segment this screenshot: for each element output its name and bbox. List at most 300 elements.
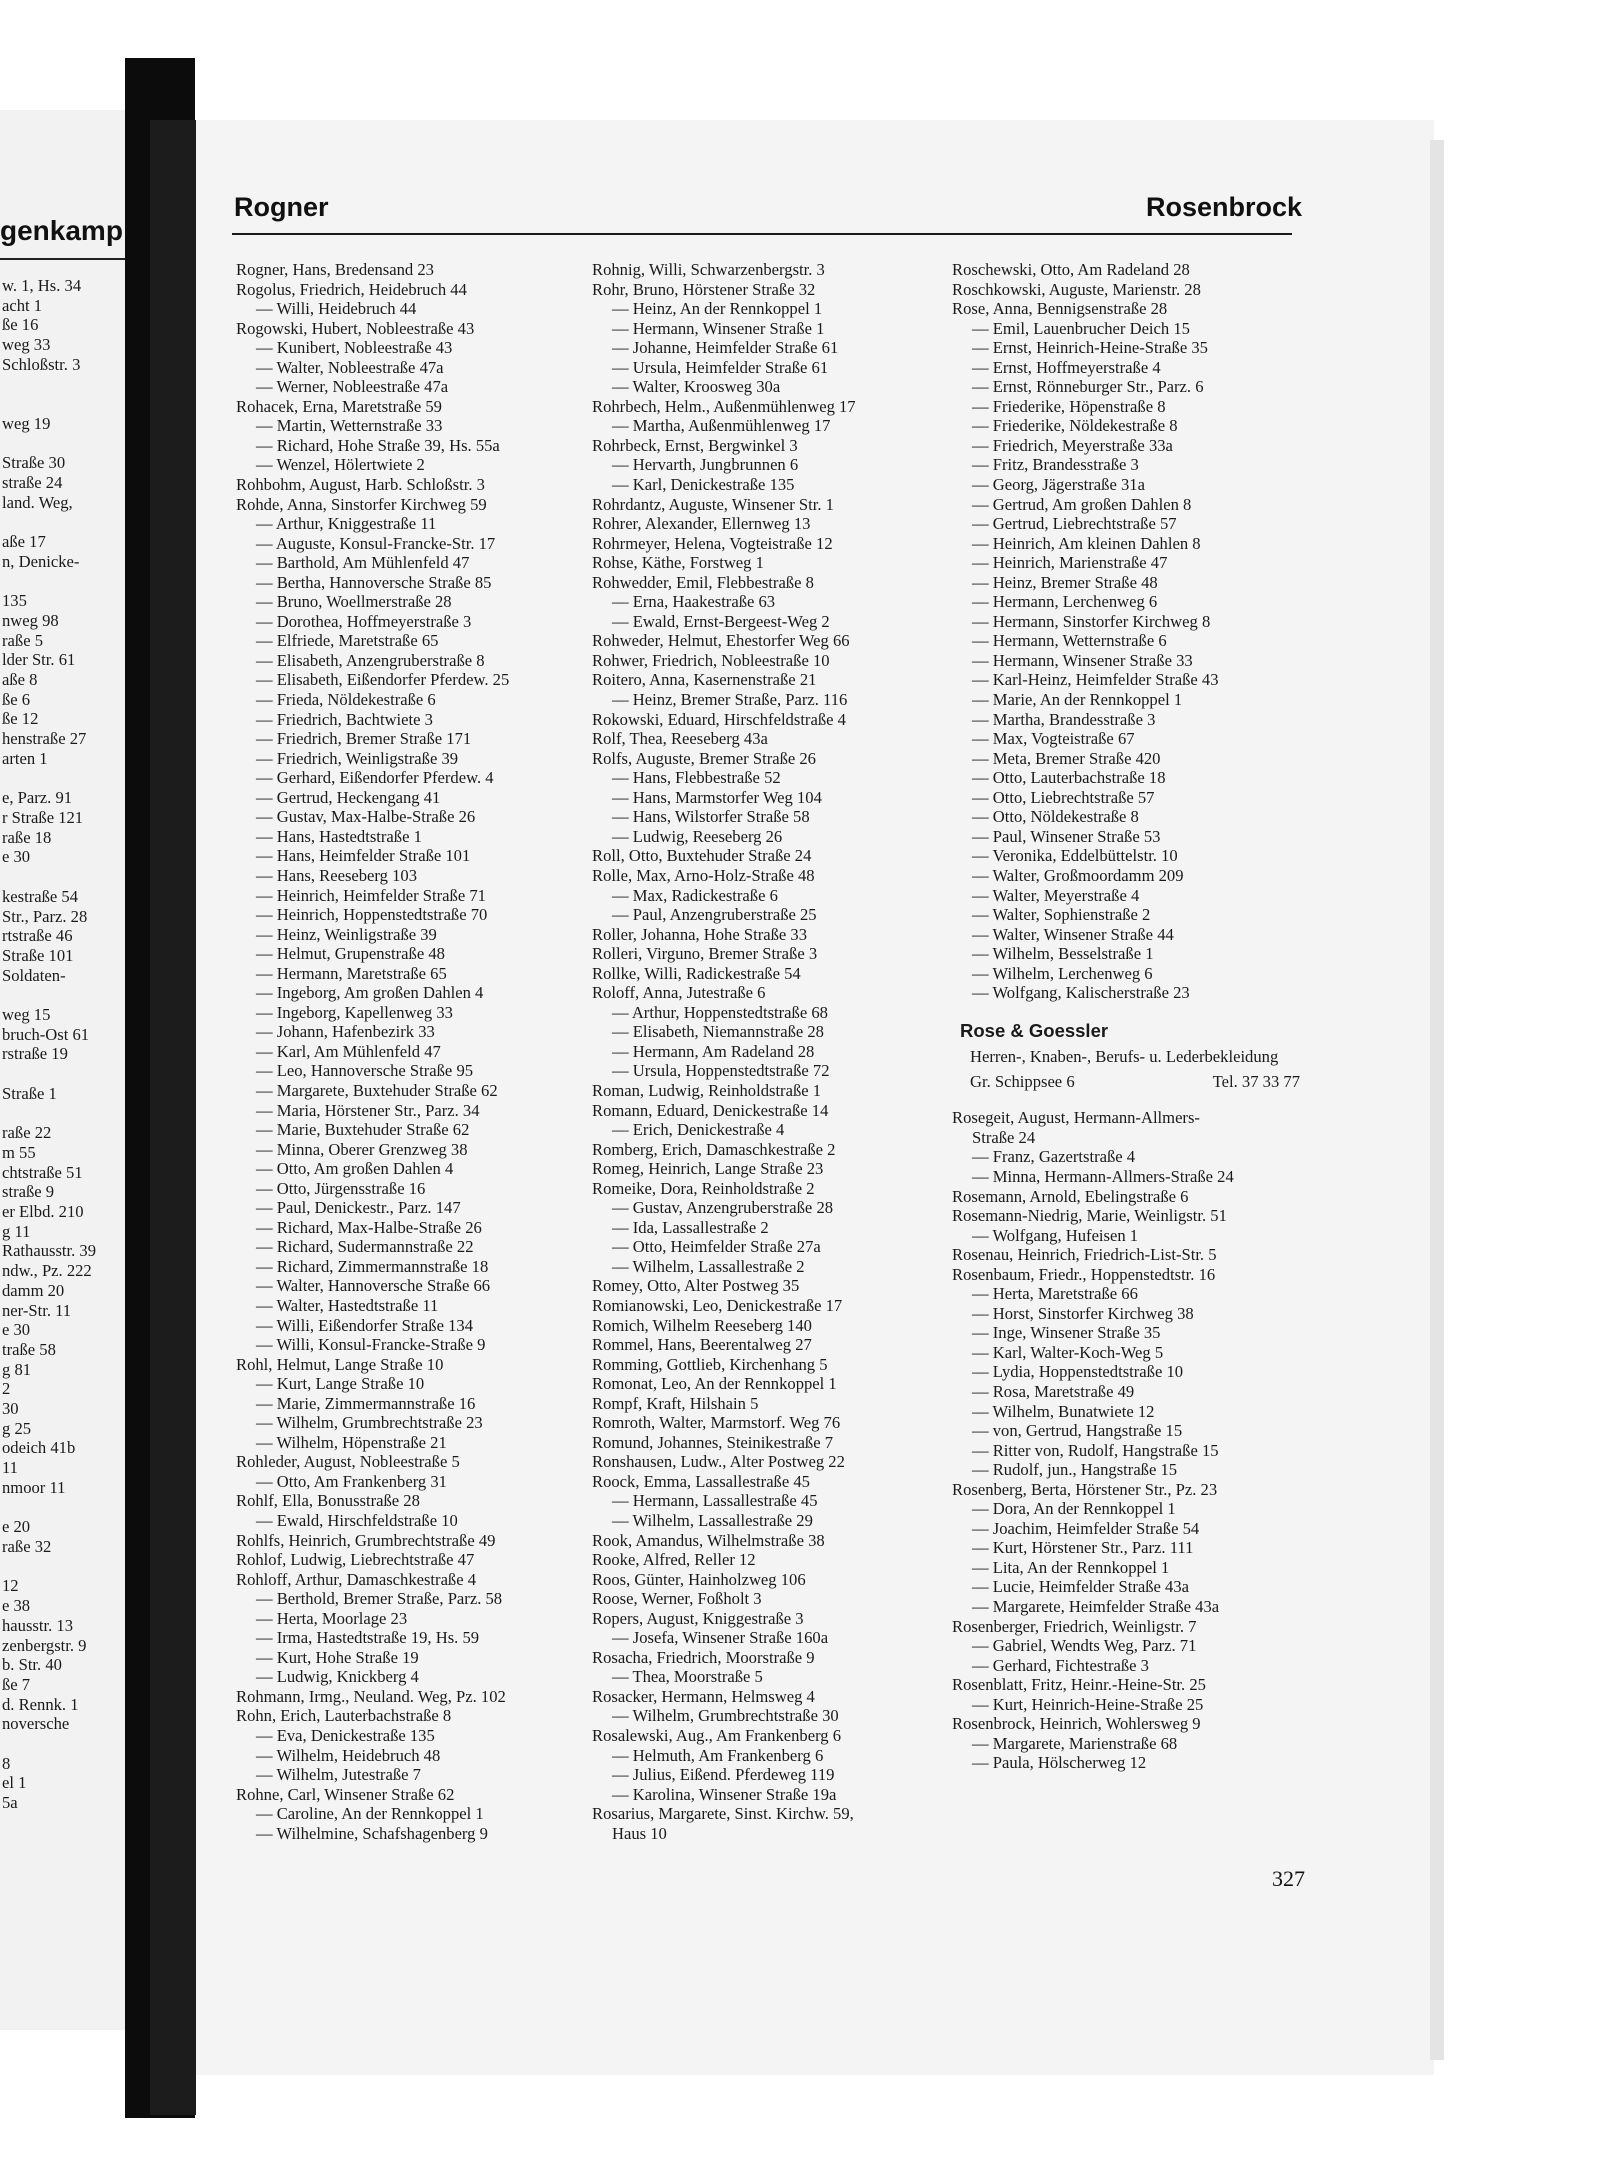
directory-subentry: — Arthur, Hoppenstedtstraße 68 xyxy=(612,1002,828,1022)
directory-entry: Rosenberger, Friedrich, Weinligstr. 7 xyxy=(952,1616,1197,1636)
directory-subentry: — Auguste, Konsul-Francke-Str. 17 xyxy=(256,533,496,553)
directory-entry: Rohse, Käthe, Forstweg 1 xyxy=(592,553,764,573)
firm-phone: Tel. 37 33 77 xyxy=(1212,1072,1300,1092)
directory-entry: Rosenblatt, Fritz, Heinr.-Heine-Str. 25 xyxy=(952,1675,1206,1695)
directory-entry: Rohn, Erich, Lauterbachstraße 8 xyxy=(236,1706,452,1726)
previous-page-line: kestraße 54 xyxy=(2,886,79,906)
previous-page-line: r Straße 121 xyxy=(2,807,84,827)
directory-subentry: — Kunibert, Nobleestraße 43 xyxy=(256,338,453,358)
directory-entry: Rogolus, Friedrich, Heidebruch 44 xyxy=(236,279,467,299)
previous-page-line: el 1 xyxy=(2,1773,27,1793)
directory-subentry: — Werner, Nobleestraße 47a xyxy=(256,377,449,397)
directory-subentry: — Max, Radickestraße 6 xyxy=(612,885,778,905)
directory-entry: Rohlfs, Heinrich, Grumbrechtstraße 49 xyxy=(236,1530,496,1550)
directory-entry: Rohl, Helmut, Lange Straße 10 xyxy=(236,1354,444,1374)
directory-subentry: — Hermann, Sinstorfer Kirchweg 8 xyxy=(972,611,1211,631)
directory-subentry: — Friederike, Höpenstraße 8 xyxy=(972,396,1166,416)
directory-entry: Rosenbaum, Friedr., Hoppenstedtstr. 16 xyxy=(952,1264,1216,1284)
directory-subentry: — Horst, Sinstorfer Kirchweg 38 xyxy=(972,1303,1194,1323)
directory-subentry: — Max, Vogteistraße 67 xyxy=(972,729,1135,749)
directory-entry: Rohacek, Erna, Maretstraße 59 xyxy=(236,396,442,416)
previous-page-line: 11 xyxy=(2,1458,18,1478)
directory-entry: Rohr, Bruno, Hörstener Straße 32 xyxy=(592,279,816,299)
directory-subentry: — Dora, An der Rennkoppel 1 xyxy=(972,1499,1176,1519)
directory-subentry: — Friedrich, Meyerstraße 33a xyxy=(972,435,1173,455)
previous-page-line: damm 20 xyxy=(2,1280,65,1300)
directory-subentry: — Erna, Haakestraße 63 xyxy=(612,592,776,612)
directory-subentry: — Caroline, An der Rennkoppel 1 xyxy=(256,1804,484,1824)
directory-subentry: — Thea, Moorstraße 5 xyxy=(612,1667,763,1687)
previous-page-line: noversche xyxy=(2,1714,70,1734)
firm-description: Herren-, Knaben-, Berufs- u. Lederbekleidung xyxy=(970,1047,1279,1067)
directory-subentry: — Bertha, Hannoversche Straße 85 xyxy=(256,572,492,592)
directory-entry: Ronshausen, Ludw., Alter Postweg 22 xyxy=(592,1452,845,1472)
directory-entry: Rosenbrock, Heinrich, Wohlersweg 9 xyxy=(952,1714,1201,1734)
directory-subentry: — Elisabeth, Eißendorfer Pferdew. 25 xyxy=(256,670,510,690)
directory-subentry: — Otto, Heimfelder Straße 27a xyxy=(612,1237,821,1257)
directory-entry: Rosenau, Heinrich, Friedrich-List-Str. 5 xyxy=(952,1245,1217,1265)
directory-entry: Romund, Johannes, Steinikestraße 7 xyxy=(592,1432,834,1452)
directory-subentry: — Kurt, Hohe Straße 19 xyxy=(256,1647,419,1667)
previous-page-line: ße 6 xyxy=(2,689,31,709)
firm-advertisement xyxy=(952,1021,1312,1095)
directory-subentry: — Gustav, Anzengruberstraße 28 xyxy=(612,1198,834,1218)
directory-subentry: — Heinz, Bremer Straße, Parz. 116 xyxy=(612,690,848,710)
previous-page-line: odeich 41b xyxy=(2,1438,76,1458)
previous-page-line: 8 xyxy=(2,1753,11,1773)
directory-subentry: — Walter, Hannoversche Straße 66 xyxy=(256,1276,491,1296)
directory-subentry: — Otto, Jürgensstraße 16 xyxy=(256,1178,426,1198)
directory-subentry: — Hermann, Winsener Straße 33 xyxy=(972,650,1193,670)
previous-page-line: Schloßstr. 3 xyxy=(2,354,81,374)
firm-address: Gr. Schippsee 6 xyxy=(970,1072,1075,1092)
directory-entry: Rosarius, Margarete, Sinst. Kirchw. 59, xyxy=(592,1804,854,1824)
previous-page-line: lder Str. 61 xyxy=(2,650,76,670)
directory-subentry: — Helmuth, Am Frankenberg 6 xyxy=(612,1745,824,1765)
header-rule xyxy=(232,233,1292,235)
directory-subentry: — Arthur, Kniggestraße 11 xyxy=(256,514,437,534)
directory-subentry: — Kurt, Heinrich-Heine-Straße 25 xyxy=(972,1694,1204,1714)
directory-subentry: — Wolfgang, Hufeisen 1 xyxy=(972,1225,1139,1245)
previous-page-line: raße 18 xyxy=(2,827,52,847)
previous-page-line: Straße 101 xyxy=(2,945,74,965)
directory-subentry: — Friederike, Nöldekestraße 8 xyxy=(972,416,1178,436)
directory-subentry: — Martha, Außenmühlenweg 17 xyxy=(612,416,831,436)
column-3-entries-top xyxy=(952,260,1312,1003)
previous-page-line: rstraße 19 xyxy=(2,1044,68,1064)
directory-entry: Roose, Werner, Foßholt 3 xyxy=(592,1589,762,1609)
directory-subentry: — Martha, Brandesstraße 3 xyxy=(972,709,1156,729)
directory-subentry: — Karolina, Winsener Straße 19a xyxy=(612,1784,837,1804)
directory-subentry: — Hermann, Maretstraße 65 xyxy=(256,963,447,983)
directory-subentry: — Wilhelm, Lerchenweg 6 xyxy=(972,963,1153,983)
directory-subentry: — Ingeborg, Kapellenweg 33 xyxy=(256,1002,453,1022)
previous-page-line: 135 xyxy=(2,591,27,611)
previous-page-line: m 55 xyxy=(2,1142,36,1162)
directory-entry: Rohleder, August, Nobleestraße 5 xyxy=(236,1452,460,1472)
directory-entry: Rosemann, Arnold, Ebelingstraße 6 xyxy=(952,1186,1189,1206)
previous-page-line: g 81 xyxy=(2,1359,32,1379)
previous-page-line: ße 12 xyxy=(2,709,39,729)
directory-subentry: — Otto, Nöldekestraße 8 xyxy=(972,807,1139,827)
directory-subentry: — Gerhard, Eißendorfer Pferdew. 4 xyxy=(256,768,494,788)
directory-subentry: — Walter, Kroosweg 30a xyxy=(612,377,781,397)
directory-subentry: — Hermann, Lerchenweg 6 xyxy=(972,592,1158,612)
previous-page-line: 30 xyxy=(2,1399,19,1419)
previous-page-line: e 30 xyxy=(2,847,31,867)
directory-subentry: — Otto, Liebrechtstraße 57 xyxy=(972,787,1155,807)
directory-entry: Roschewski, Otto, Am Radeland 28 xyxy=(952,260,1190,279)
directory-entry: Romeg, Heinrich, Lange Straße 23 xyxy=(592,1159,824,1179)
previous-page-line: weg 15 xyxy=(2,1005,51,1025)
directory-subentry: — Heinz, Weinligstraße 39 xyxy=(256,924,437,944)
directory-subentry: — Otto, Am großen Dahlen 4 xyxy=(256,1159,454,1179)
directory-subentry: — Wolfgang, Kalischerstraße 23 xyxy=(972,983,1190,1003)
directory-entry: Rohlof, Ludwig, Liebrechtstraße 47 xyxy=(236,1550,475,1570)
directory-entry: Rolfs, Auguste, Bremer Straße 26 xyxy=(592,748,816,768)
directory-subentry: — Inge, Winsener Straße 35 xyxy=(972,1323,1161,1343)
directory-subentry: — Rudolf, jun., Hangstraße 15 xyxy=(972,1460,1178,1480)
directory-entry: Romeike, Dora, Reinholdstraße 2 xyxy=(592,1178,815,1198)
directory-subentry: — Willi, Heidebruch 44 xyxy=(256,299,417,319)
directory-subentry: — Johann, Hafenbezirk 33 xyxy=(256,1022,435,1042)
directory-subentry: — Ernst, Heinrich-Heine-Straße 35 xyxy=(972,338,1208,358)
directory-subentry: — Dorothea, Hoffmeyerstraße 3 xyxy=(256,611,472,631)
directory-entry: Rohlf, Ella, Bonusstraße 28 xyxy=(236,1491,420,1511)
directory-subentry: — Richard, Hohe Straße 39, Hs. 55a xyxy=(256,435,500,455)
directory-entry: Rokowski, Eduard, Hirschfeldstraße 4 xyxy=(592,709,846,729)
directory-subentry: — Julius, Eißend. Pferdeweg 119 xyxy=(612,1765,835,1785)
directory-subentry: — Walter, Winsener Straße 44 xyxy=(972,924,1174,944)
previous-page-line: weg 19 xyxy=(2,413,51,433)
column-3-entries-bottom xyxy=(952,1108,1312,1773)
directory-subentry: — Elisabeth, Anzengruberstraße 8 xyxy=(256,650,485,670)
directory-entry: Rommel, Hans, Beerentalweg 27 xyxy=(592,1335,812,1355)
directory-subentry: — Wilhelm, Grumbrechtstraße 30 xyxy=(612,1706,839,1726)
previous-page-line: Rathausstr. 39 xyxy=(2,1241,97,1261)
previous-page-line: nweg 98 xyxy=(2,610,59,630)
directory-subentry: — Paula, Hölscherweg 12 xyxy=(972,1753,1147,1773)
directory-entry: Rohweder, Helmut, Ehestorfer Weg 66 xyxy=(592,631,850,651)
directory-entry: Rompf, Kraft, Hilshain 5 xyxy=(592,1393,759,1413)
directory-entry: Rosalewski, Aug., Am Frankenberg 6 xyxy=(592,1726,842,1746)
directory-entry: Romich, Wilhelm Reeseberg 140 xyxy=(592,1315,812,1335)
directory-entry: Rohrdantz, Auguste, Winsener Str. 1 xyxy=(592,494,834,514)
previous-page-line: g 11 xyxy=(2,1221,31,1241)
previous-page-line: raße 32 xyxy=(2,1537,52,1556)
previous-page-line: Straße 1 xyxy=(2,1083,57,1103)
directory-subentry: — Paul, Winsener Straße 53 xyxy=(972,826,1161,846)
directory-entry: Rohbohm, August, Harb. Schloßstr. 3 xyxy=(236,475,485,495)
directory-entry: Rohwer, Friedrich, Nobleestraße 10 xyxy=(592,650,830,670)
previous-page-line: n, Denicke- xyxy=(2,551,80,571)
previous-page-line: e 20 xyxy=(2,1517,31,1537)
directory-subentry: — Lydia, Hoppenstedtstraße 10 xyxy=(972,1362,1184,1382)
directory-subentry: — Wilhelm, Höpenstraße 21 xyxy=(256,1432,447,1452)
directory-subentry: — Meta, Bremer Straße 420 xyxy=(972,748,1161,768)
directory-entry: Rohrbech, Helm., Außenmühlenweg 17 xyxy=(592,396,856,416)
previous-page-line: Soldaten- xyxy=(2,965,66,985)
previous-page-line: 5a xyxy=(2,1793,18,1813)
directory-subentry: — Otto, Am Frankenberg 31 xyxy=(256,1471,447,1491)
directory-entry: Rohrer, Alexander, Ellernweg 13 xyxy=(592,514,811,534)
previous-page-line: rtstraße 46 xyxy=(2,926,73,946)
previous-page-line: Straße 30 xyxy=(2,453,66,473)
directory-subentry: — Ursula, Heimfelder Straße 61 xyxy=(612,357,829,377)
directory-entry: Rohwedder, Emil, Flebbestraße 8 xyxy=(592,572,814,592)
directory-subentry: — Hermann, Lassallestraße 45 xyxy=(612,1491,818,1511)
directory-entry: Roller, Johanna, Hohe Straße 33 xyxy=(592,924,808,944)
directory-subentry: — Veronika, Eddelbüttelstr. 10 xyxy=(972,846,1178,866)
directory-entry: Rosacker, Hermann, Helmsweg 4 xyxy=(592,1686,815,1706)
directory-entry: Rogowski, Hubert, Nobleestraße 43 xyxy=(236,318,475,338)
directory-subentry: — Irma, Hastedtstraße 19, Hs. 59 xyxy=(256,1628,480,1648)
previous-page-line: w. 1, Hs. 34 xyxy=(2,276,82,295)
directory-subentry: — Ernst, Hoffmeyerstraße 4 xyxy=(972,357,1161,377)
previous-page-line: ße 16 xyxy=(2,315,39,335)
directory-subentry: — Heinz, An der Rennkoppel 1 xyxy=(612,299,823,319)
directory-subentry: — Herta, Moorlage 23 xyxy=(256,1608,408,1628)
directory-subentry: — Walter, Meyerstraße 4 xyxy=(972,885,1140,905)
directory-subentry: — Franz, Gazertstraße 4 xyxy=(972,1147,1136,1167)
directory-subentry: — von, Gertrud, Hangstraße 15 xyxy=(972,1421,1183,1441)
directory-subentry: — Gertrud, Heckengang 41 xyxy=(256,787,441,807)
directory-entry: Romonat, Leo, An der Rennkoppel 1 xyxy=(592,1374,837,1394)
previous-page-line: d. Rennk. 1 xyxy=(2,1694,79,1714)
directory-subentry: — Erich, Denickestraße 4 xyxy=(612,1120,785,1140)
directory-entry: Rose, Anna, Bennigsenstraße 28 xyxy=(952,299,1168,319)
directory-subentry: — Lucie, Heimfelder Straße 43a xyxy=(972,1577,1190,1597)
directory-entry: Ropers, August, Kniggestraße 3 xyxy=(592,1608,804,1628)
directory-entry: Roman, Ludwig, Reinholdstraße 1 xyxy=(592,1080,822,1100)
firm-name: Rose & Goessler xyxy=(960,1019,1109,1041)
directory-entry: Roitero, Anna, Kasernenstraße 21 xyxy=(592,670,817,690)
directory-entry: Rosegeit, August, Hermann-Allmers- xyxy=(952,1108,1200,1128)
directory-entry: Romann, Eduard, Denickestraße 14 xyxy=(592,1100,829,1120)
previous-page-line: e 30 xyxy=(2,1320,31,1340)
header-last-entry: Rosenbrock xyxy=(1146,192,1303,222)
previous-page-line: aße 17 xyxy=(2,532,46,552)
directory-subentry: — Gabriel, Wendts Weg, Parz. 71 xyxy=(972,1636,1197,1656)
directory-entry: Rolf, Thea, Reeseberg 43a xyxy=(592,729,768,749)
directory-subentry: Haus 10 xyxy=(612,1823,667,1843)
directory-subentry: — Karl-Heinz, Heimfelder Straße 43 xyxy=(972,670,1219,690)
directory-entry: Rohrmeyer, Helena, Vogteistraße 12 xyxy=(592,533,833,553)
directory-subentry: — Walter, Sophienstraße 2 xyxy=(972,905,1151,925)
directory-subentry: — Wilhelm, Bunatwiete 12 xyxy=(972,1401,1155,1421)
directory-subentry: — Ernst, Rönneburger Str., Parz. 6 xyxy=(972,377,1204,397)
previous-page-line: b. Str. 40 xyxy=(2,1655,62,1675)
directory-subentry: — Heinrich, Marienstraße 47 xyxy=(972,553,1168,573)
previous-page-line: g 25 xyxy=(2,1418,32,1438)
directory-subentry: — Lita, An der Rennkoppel 1 xyxy=(972,1557,1170,1577)
directory-subentry: — Paul, Denickestr., Parz. 147 xyxy=(256,1198,461,1218)
directory-entry: Rohloff, Arthur, Damaschkestraße 4 xyxy=(236,1569,477,1589)
directory-entry: Romberg, Erich, Damaschkestraße 2 xyxy=(592,1139,836,1159)
column-3 xyxy=(952,260,1312,1773)
directory-entry: Rosemann-Niedrig, Marie, Weinligstr. 51 xyxy=(952,1206,1227,1226)
directory-entry: Rollke, Willi, Radickestraße 54 xyxy=(592,963,801,983)
directory-entry: Romroth, Walter, Marmstorf. Weg 76 xyxy=(592,1413,841,1433)
directory-subentry: — Leo, Hannoversche Straße 95 xyxy=(256,1061,474,1081)
previous-page-line: ße 7 xyxy=(2,1674,31,1694)
previous-page-line: land. Weg, xyxy=(2,492,73,512)
previous-page-line: Str., Parz. 28 xyxy=(2,906,88,926)
directory-subentry: — Hervarth, Jungbrunnen 6 xyxy=(612,455,799,475)
directory-subentry: — Heinrich, Am kleinen Dahlen 8 xyxy=(972,533,1201,553)
directory-subentry: — Paul, Anzengruberstraße 25 xyxy=(612,905,817,925)
directory-subentry: — Wenzel, Hölertwiete 2 xyxy=(256,455,425,475)
directory-subentry: — Barthold, Am Mühlenfeld 47 xyxy=(256,553,470,573)
directory-subentry: — Richard, Max-Halbe-Straße 26 xyxy=(256,1217,482,1237)
previous-page-line: e, Parz. 91 xyxy=(2,788,73,808)
previous-page-line: zenbergstr. 9 xyxy=(2,1635,87,1655)
directory-subentry: — Rosa, Maretstraße 49 xyxy=(972,1381,1135,1401)
directory-subentry: — Minna, Hermann-Allmers-Straße 24 xyxy=(972,1166,1234,1186)
directory-subentry: — Emil, Lauenbrucher Deich 15 xyxy=(972,318,1190,338)
directory-entry: Rogner, Hans, Bredensand 23 xyxy=(236,260,434,279)
directory-subentry: — Elisabeth, Niemannstraße 28 xyxy=(612,1022,824,1042)
directory-subentry: — Hermann, Am Radeland 28 xyxy=(612,1041,815,1061)
directory-subentry: Straße 24 xyxy=(972,1127,1036,1147)
directory-subentry: — Ewald, Hirschfeldstraße 10 xyxy=(256,1511,458,1530)
directory-subentry: — Otto, Lauterbachstraße 18 xyxy=(972,768,1166,788)
directory-subentry: — Ludwig, Knickberg 4 xyxy=(256,1667,419,1687)
directory-subentry: — Ingeborg, Am großen Dahlen 4 xyxy=(256,983,484,1003)
directory-subentry: — Wilhelm, Grumbrechtstraße 23 xyxy=(256,1413,483,1433)
directory-subentry: — Heinrich, Hoppenstedtstraße 70 xyxy=(256,905,488,925)
directory-subentry: — Walter, Nobleestraße 47a xyxy=(256,357,444,377)
directory-subentry: — Walter, Großmoordamm 209 xyxy=(972,865,1184,885)
directory-subentry: — Berthold, Bremer Straße, Parz. 58 xyxy=(256,1589,503,1609)
directory-entry: Roschkowski, Auguste, Marienstr. 28 xyxy=(952,279,1201,299)
previous-page-line: hausstr. 13 xyxy=(2,1615,73,1635)
directory-entry: Rook, Amandus, Wilhelmstraße 38 xyxy=(592,1530,825,1550)
directory-subentry: — Frieda, Nöldekestraße 6 xyxy=(256,690,436,710)
previous-page-line: straße 9 xyxy=(2,1182,55,1202)
directory-entry: Rolle, Max, Arno-Holz-Straße 48 xyxy=(592,865,815,885)
directory-subentry: — Margarete, Buxtehuder Straße 62 xyxy=(256,1080,498,1100)
header-first-entry: Rogner xyxy=(234,192,329,222)
directory-subentry: — Kurt, Hörstener Str., Parz. 111 xyxy=(972,1538,1194,1558)
directory-subentry: — Gertrud, Am großen Dahlen 8 xyxy=(972,494,1192,514)
directory-entry: Roll, Otto, Buxtehuder Straße 24 xyxy=(592,846,812,866)
directory-subentry: — Eva, Denickestraße 135 xyxy=(256,1726,435,1746)
directory-entry: Romianowski, Leo, Denickestraße 17 xyxy=(592,1295,843,1315)
directory-entry: Rohne, Carl, Winsener Straße 62 xyxy=(236,1784,455,1804)
previous-page-line: 12 xyxy=(2,1576,19,1596)
directory-subentry: — Karl, Denickestraße 135 xyxy=(612,475,795,495)
directory-subentry: — Hans, Hastedtstraße 1 xyxy=(256,826,422,846)
book-gutter xyxy=(150,120,196,2115)
directory-subentry: — Fritz, Brandesstraße 3 xyxy=(972,455,1139,475)
directory-subentry: — Hans, Marmstorfer Weg 104 xyxy=(612,787,822,807)
directory-subentry: — Friedrich, Bachtwiete 3 xyxy=(256,709,433,729)
previous-page-line: raße 22 xyxy=(2,1123,52,1143)
directory-subentry: — Ritter von, Rudolf, Hangstraße 15 xyxy=(972,1440,1219,1460)
previous-page-line: acht 1 xyxy=(2,295,43,315)
directory-subentry: — Helmut, Grupenstraße 48 xyxy=(256,944,445,964)
directory-entry: Rooke, Alfred, Reller 12 xyxy=(592,1550,756,1570)
directory-entry: Roloff, Anna, Jutestraße 6 xyxy=(592,983,766,1003)
directory-entry: Rohde, Anna, Sinstorfer Kirchweg 59 xyxy=(236,494,487,514)
directory-subentry: — Maria, Hörstener Str., Parz. 34 xyxy=(256,1100,480,1120)
directory-entry: Rolleri, Virguno, Bremer Straße 3 xyxy=(592,944,818,964)
directory-subentry: — Friedrich, Weinligstraße 39 xyxy=(256,748,459,768)
directory-page xyxy=(196,120,1434,2075)
directory-subentry: — Johanne, Heimfelder Straße 61 xyxy=(612,338,839,358)
directory-subentry: — Hermann, Wetternstraße 6 xyxy=(972,631,1167,651)
directory-subentry: — Margarete, Marienstraße 68 xyxy=(972,1733,1178,1753)
directory-subentry: — Gustav, Max-Halbe-Straße 26 xyxy=(256,807,476,827)
directory-subentry: — Hermann, Winsener Straße 1 xyxy=(612,318,825,338)
directory-entry: Romming, Gottlieb, Kirchenhang 5 xyxy=(592,1354,828,1374)
directory-subentry: — Hans, Reeseberg 103 xyxy=(256,865,417,885)
directory-entry: Rosenberg, Berta, Hörstener Str., Pz. 23 xyxy=(952,1479,1218,1499)
previous-page-line: arten 1 xyxy=(2,748,48,768)
previous-page-line: aße 8 xyxy=(2,670,38,690)
directory-entry: Romey, Otto, Alter Postweg 35 xyxy=(592,1276,800,1296)
directory-subentry: — Friedrich, Bremer Straße 171 xyxy=(256,729,472,749)
directory-subentry: — Georg, Jägerstraße 31a xyxy=(972,475,1145,495)
previous-page-line: 2 xyxy=(2,1379,11,1399)
directory-subentry: — Walter, Hastedtstraße 11 xyxy=(256,1295,439,1315)
previous-page-line: bruch-Ost 61 xyxy=(2,1024,90,1044)
previous-page-header: genkamp xyxy=(0,215,123,246)
directory-entry: Rohmann, Irmg., Neuland. Weg, Pz. 102 xyxy=(236,1686,506,1706)
directory-subentry: — Wilhelm, Heidebruch 48 xyxy=(256,1745,441,1765)
directory-subentry: — Hans, Wilstorfer Straße 58 xyxy=(612,807,810,827)
directory-subentry: — Minna, Oberer Grenzweg 38 xyxy=(256,1139,468,1159)
directory-subentry: — Hans, Flebbestraße 52 xyxy=(612,768,781,788)
directory-subentry: — Ursula, Hoppenstedtstraße 72 xyxy=(612,1061,830,1081)
directory-entry: Roos, Günter, Hainholzweg 106 xyxy=(592,1569,806,1589)
directory-subentry: — Karl, Walter-Koch-Weg 5 xyxy=(972,1342,1164,1362)
directory-subentry: — Ewald, Ernst-Bergeest-Weg 2 xyxy=(612,611,830,631)
previous-page-line: raße 5 xyxy=(2,630,43,650)
column-2 xyxy=(592,260,934,1843)
directory-subentry: — Karl, Am Mühlenfeld 47 xyxy=(256,1041,441,1061)
directory-subentry: — Wilhelm, Jutestraße 7 xyxy=(256,1765,421,1785)
directory-subentry: — Wilhelmine, Schafshagenberg 9 xyxy=(256,1823,488,1843)
previous-page-line: weg 33 xyxy=(2,335,51,355)
directory-subentry: — Ida, Lassallestraße 2 xyxy=(612,1217,769,1237)
directory-entry: Rosacha, Friedrich, Moorstraße 9 xyxy=(592,1647,815,1667)
directory-subentry: — Ludwig, Reeseberg 26 xyxy=(612,826,783,846)
previous-page-line: straße 24 xyxy=(2,473,63,493)
directory-subentry: — Willi, Eißendorfer Straße 134 xyxy=(256,1315,473,1335)
directory-subentry: — Willi, Konsul-Francke-Straße 9 xyxy=(256,1335,486,1355)
directory-subentry: — Marie, Buxtehuder Straße 62 xyxy=(256,1120,470,1140)
directory-subentry: — Bruno, Woellmerstraße 28 xyxy=(256,592,452,612)
directory-subentry: — Hans, Heimfelder Straße 101 xyxy=(256,846,471,866)
directory-entry: Roock, Emma, Lassallestraße 45 xyxy=(592,1471,810,1491)
directory-entry: Rohrbeck, Ernst, Bergwinkel 3 xyxy=(592,435,798,455)
page-edge xyxy=(1430,140,1444,2060)
directory-subentry: — Gertrud, Liebrechtstraße 57 xyxy=(972,514,1177,534)
directory-subentry: — Josefa, Winsener Straße 160a xyxy=(612,1628,829,1648)
directory-subentry: — Richard, Sudermannstraße 22 xyxy=(256,1237,474,1257)
directory-subentry: — Heinz, Bremer Straße 48 xyxy=(972,572,1158,592)
previous-page-line: e 38 xyxy=(2,1596,31,1616)
directory-subentry: — Richard, Zimmermannstraße 18 xyxy=(256,1256,489,1276)
directory-subentry: — Marie, Zimmermannstraße 16 xyxy=(256,1393,476,1413)
directory-subentry: — Kurt, Lange Straße 10 xyxy=(256,1374,425,1394)
directory-subentry: — Herta, Maretstraße 66 xyxy=(972,1284,1138,1304)
column-1 xyxy=(236,260,578,1843)
directory-subentry: — Margarete, Heimfelder Straße 43a xyxy=(972,1597,1220,1616)
directory-subentry: — Marie, An der Rennkoppel 1 xyxy=(972,690,1183,710)
